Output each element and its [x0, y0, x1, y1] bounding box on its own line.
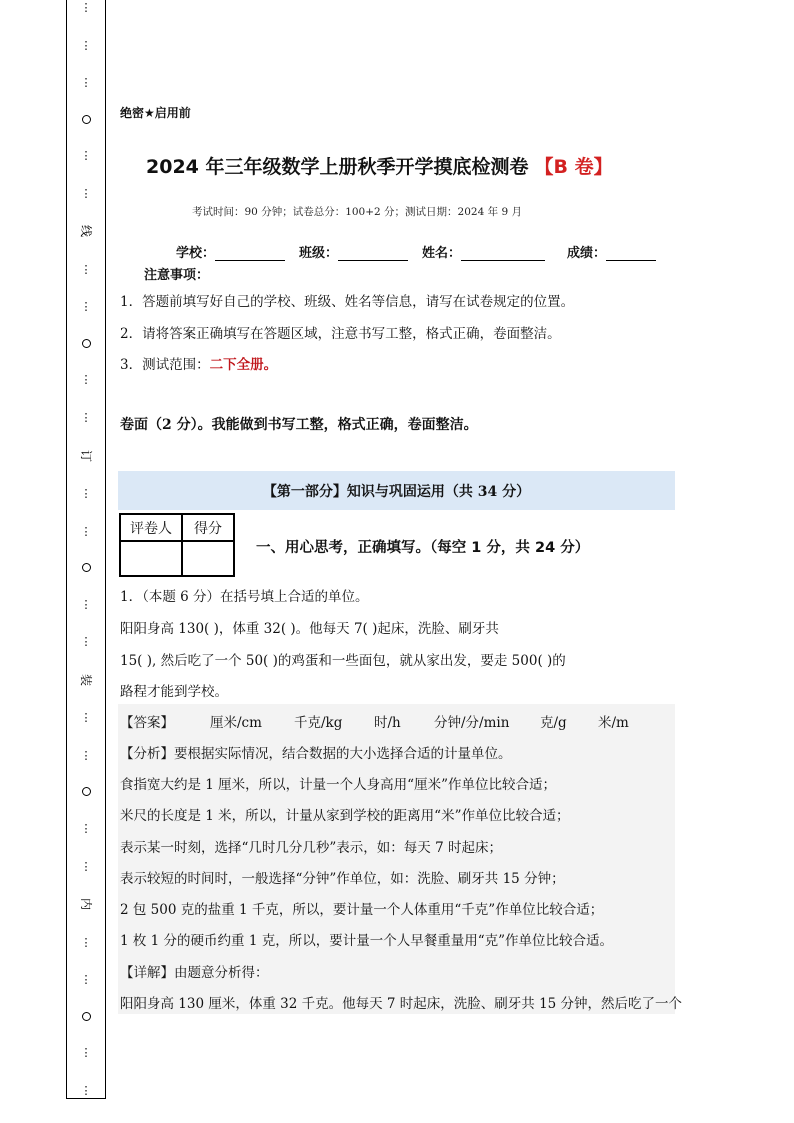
- binding-dots: ⋮: [80, 935, 92, 949]
- analysis-line: 【分析】要根据实际情况，结合数据的大小选择合适的计量单位。: [120, 746, 512, 762]
- class-field[interactable]: [338, 246, 408, 261]
- score-field[interactable]: [606, 246, 656, 261]
- notice-item: [120, 353, 277, 373]
- grader-table: [119, 513, 235, 577]
- binding-column: [76, 2, 96, 1096]
- answer-item: 厘米/cm: [210, 715, 262, 731]
- binding-char-xian: 线: [78, 225, 93, 238]
- binding-dots: ⋮: [80, 748, 92, 762]
- question-stem: 1．（本题 6 分）在括号填上合适的单位。: [120, 589, 369, 605]
- answer-item: 克/g: [540, 715, 567, 731]
- binding-circle-icon: [82, 115, 91, 124]
- binding-dots: ⋮: [80, 711, 92, 725]
- analysis-line: 食指宽大约是 1 厘米，所以，计量一个人身高用“厘米”作单位比较合适；: [120, 777, 556, 793]
- binding-dots: ⋮: [80, 973, 92, 987]
- score-label: 成绩：: [567, 246, 607, 261]
- grader-score-cell[interactable]: [182, 541, 234, 576]
- name-label: 姓名：: [422, 246, 462, 261]
- exam-meta: 考试时间：90 分钟；试卷总分：100+2 分；测试日期：2024 年 9 月: [192, 206, 522, 218]
- analysis-line: 表示较短的时间时，一般选择“分钟”作单位，如：洗脸、刷牙共 15 分钟；: [120, 871, 565, 887]
- binding-dots: ⋮: [80, 1046, 92, 1060]
- question-line: 路程才能到学校。: [120, 684, 228, 700]
- notice-heading: 注意事项：: [144, 268, 210, 283]
- detail-label-line: 【详解】由题意分析得：: [120, 965, 269, 981]
- binding-dots: ⋮: [80, 262, 92, 276]
- binding-circle-icon: [82, 563, 91, 572]
- exam-title-text: 2024 年三年级数学上册秋季开学摸底检测卷: [146, 156, 529, 178]
- notice-scope-label: 3．测试范围：: [120, 357, 210, 373]
- binding-dots: ⋮: [80, 76, 92, 90]
- student-info-row: [176, 242, 656, 261]
- binding-char-ding: 订: [78, 449, 93, 462]
- binding-dots: ⋮: [80, 300, 92, 314]
- notice-item: 2．请将答案正确填写在答题区域，注意书写工整，格式正确，卷面整洁。: [120, 326, 561, 342]
- notice-item: 1．答题前填写好自己的学校、班级、姓名等信息，请写在试卷规定的位置。: [120, 294, 575, 310]
- analysis-line: 2 包 500 克的盐重 1 千克，所以，要计量一个人体重用“千克”作单位比较合适；: [120, 902, 604, 918]
- question-line: 阳阳身高 130( )，体重 32( )。他每天 7( )起床，洗脸、刷牙共: [120, 621, 499, 637]
- question-line: 15( ), 然后吃了一个 50( )的鸡蛋和一些面包，就从家出发，要走 500( )的: [120, 653, 566, 669]
- binding-dots: ⋮: [80, 859, 92, 873]
- binding-dots: ⋮: [80, 1, 92, 14]
- binding-dots: ⋮: [80, 822, 92, 836]
- binding-dots: ⋮: [80, 186, 92, 200]
- name-field[interactable]: [461, 246, 545, 261]
- analysis-line: 表示某一时刻，选择“几时几分几秒”表示，如：每天 7 时起床；: [120, 840, 502, 856]
- binding-dots: ⋮: [80, 597, 92, 611]
- class-label: 班级：: [299, 246, 339, 261]
- binding-circle-icon: [82, 339, 91, 348]
- binding-char-zhuang: 装: [78, 673, 93, 686]
- grader-header-reviewer: 评卷人: [120, 514, 182, 541]
- answer-item: 分钟/分/min: [434, 715, 510, 731]
- binding-dots: ⋮: [80, 373, 92, 387]
- notice-scope-value: 二下全册。: [209, 357, 278, 373]
- part-banner: 【第一部分】知识与巩固运用（共 34 分）: [118, 471, 675, 510]
- binding-dots: ⋮: [80, 38, 92, 52]
- confidential-label: 绝密★启用前: [120, 106, 191, 120]
- binding-dots: ⋮: [80, 1083, 92, 1097]
- section-title: 一、用心思考，正确填写。（每空 1 分，共 24 分）: [256, 540, 590, 556]
- binding-circle-icon: [82, 1012, 91, 1021]
- exam-title: [146, 152, 613, 179]
- binding-dots: ⋮: [80, 149, 92, 163]
- analysis-line: 米尺的长度是 1 米，所以，计量从家到学校的距离用“米”作单位比较合适；: [120, 808, 570, 824]
- school-field[interactable]: [215, 246, 285, 261]
- analysis-line: 1 枚 1 分的硬币约重 1 克，所以，要计量一个人早餐重量用“克”作单位比较合适。: [120, 933, 614, 949]
- answer-row: [120, 711, 638, 731]
- binding-dots: ⋮: [80, 487, 92, 501]
- neatness-statement: 卷面（2 分）。我能做到书写工整，格式正确，卷面整洁。: [120, 417, 478, 433]
- binding-circle-icon: [82, 787, 91, 796]
- grader-header-score: 得分: [182, 514, 234, 541]
- answer-label: 【答案】: [120, 715, 174, 731]
- binding-dots: ⋮: [80, 411, 92, 425]
- detail-line: 阳阳身高 130 厘米，体重 32 千克。他每天 7 时起床，洗脸、刷牙共 15 分钟，然后吃了一个: [120, 996, 683, 1012]
- school-label: 学校：: [176, 246, 216, 261]
- binding-char-nei: 内: [78, 898, 93, 911]
- binding-dots: ⋮: [80, 635, 92, 649]
- answer-item: 时/h: [374, 715, 401, 731]
- binding-dots: ⋮: [80, 524, 92, 538]
- exam-version-tag: 【B 卷】: [534, 156, 613, 178]
- answer-item: 千克/kg: [294, 715, 343, 731]
- answer-item: 米/m: [598, 715, 629, 731]
- grader-reviewer-cell[interactable]: [120, 541, 182, 576]
